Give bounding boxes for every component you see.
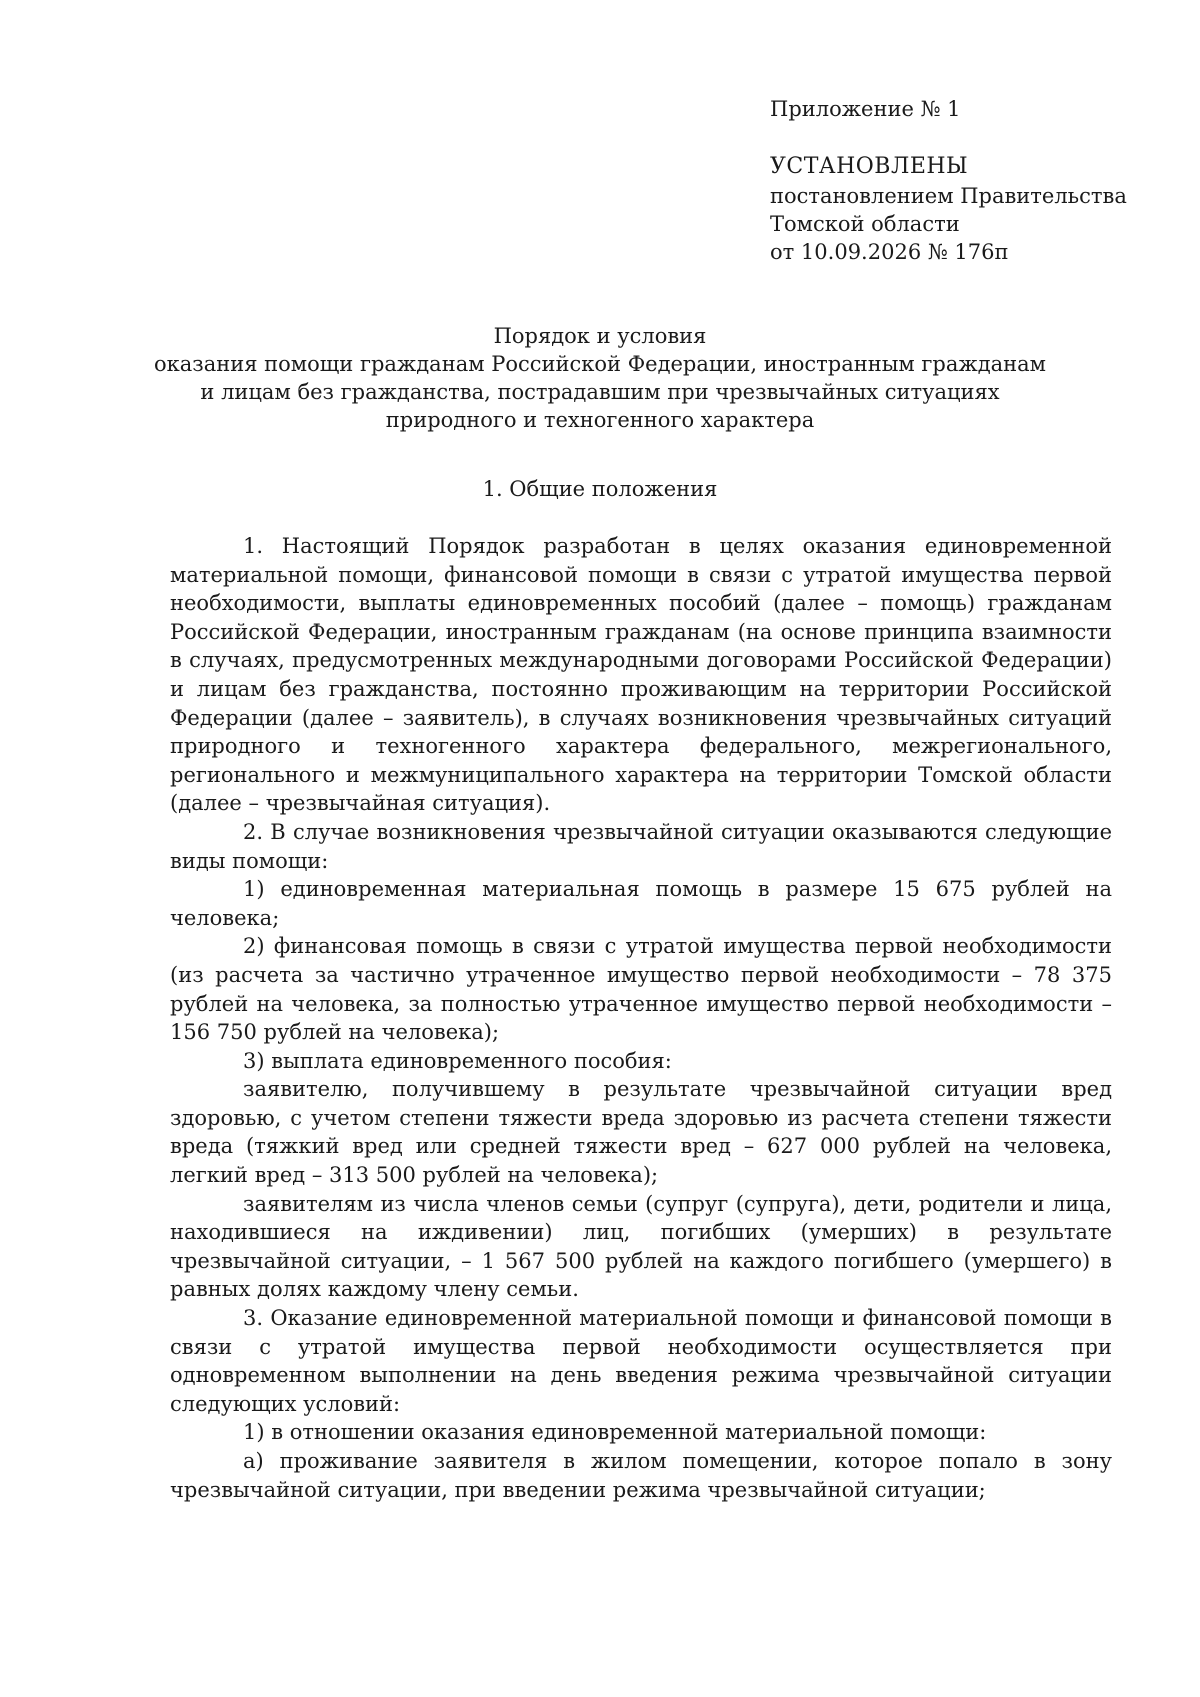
section-heading: 1. Общие положения: [482, 477, 718, 501]
title-line: и лицам без гражданства, пострадавшим при чрезвычайных ситуациях: [200, 380, 1000, 404]
paragraph: 3) выплата единовременного пособия:: [243, 1048, 672, 1073]
approval-line: постановлением Правительства: [770, 184, 1127, 208]
document-title: [100, 322, 1100, 434]
approved-heading: УСТАНОВЛЕНЫ: [770, 154, 969, 179]
paragraph: а) проживание заявителя в жилом помещении, которое попало в зону чрезвычайной ситуации, при введении режима чрезвычайной ситуации;: [170, 1449, 1112, 1502]
title-line: природного и техногенного характера: [385, 408, 815, 432]
approval-block: [770, 152, 1127, 266]
paragraph: 3. Оказание единовременной материальной помощи и финансовой помощи в связи с утратой имущества первой необходимости осуществляется при одновременном выполнении на день введения режима чрезвычайной ситуации следующих условий:: [170, 1306, 1112, 1416]
paragraph: 2. В случае возникновения чрезвычайной ситуации оказываются следующие виды помощи:: [170, 819, 1112, 873]
title-line: Порядок и условия: [493, 324, 707, 348]
appendix-label: Приложение № 1: [770, 97, 961, 121]
paragraph: 1) единовременная материальная помощь в размере 15 675 рублей на человека;: [170, 877, 1112, 930]
approval-line: от 10.09.2026 № 176п: [770, 240, 1009, 264]
document-body: [170, 532, 1112, 1504]
approval-line: Томской области: [770, 212, 960, 236]
paragraph: 1) в отношении оказания единовременной материальной помощи:: [243, 1420, 987, 1445]
paragraph: 1. Настоящий Порядок разработан в целях оказания единовременной материальной помощи, финансовой помощи в связи с утратой имущества первой необходимости, выплаты единовременных пособий (далее – помощь) гражданам Российской Федерации, иностранным гражданам (на основе принципа взаимности в случаях, предусмотренных международными договорами Российской Федерации) и лицам без гражданства, постоянно проживающим на территории Российской Федерации (далее – заявитель), в случаях возникновения чрезвычайных ситуаций природного и техногенного характера федерального, межрегионального, регионального и межмуниципального характера на территории Томской области (далее – чрезвычайная ситуация).: [170, 534, 1112, 816]
paragraph: заявителю, получившему в результате чрезвычайной ситуации вред здоровью, с учетом степени тяжести вреда здоровью из расчета степени тяжести вреда (тяжкий вред или средней тяжести вред – 627 000 рублей на человека, легкий вред – 313 500 рублей на человека);: [170, 1077, 1112, 1188]
title-line: оказания помощи гражданам Российской Федерации, иностранным гражданам: [153, 352, 1047, 376]
paragraph: заявителям из числа членов семьи (супруг (супруга), дети, родители и лица, находившиеся на иждивении) лиц, погибших (умерших) в результате чрезвычайной ситуации, – 1 567 500 рублей на каждого погибшего (умершего) в равных долях каждому члену семьи.: [170, 1191, 1112, 1302]
paragraph: 2) финансовая помощь в связи с утратой имущества первой необходимости (из расчета за частично утраченное имущество первой необходимости – 78 375 рублей на человека, за полностью утраченное имущество первой необходимости – 156 750 рублей на человека);: [170, 934, 1112, 1045]
